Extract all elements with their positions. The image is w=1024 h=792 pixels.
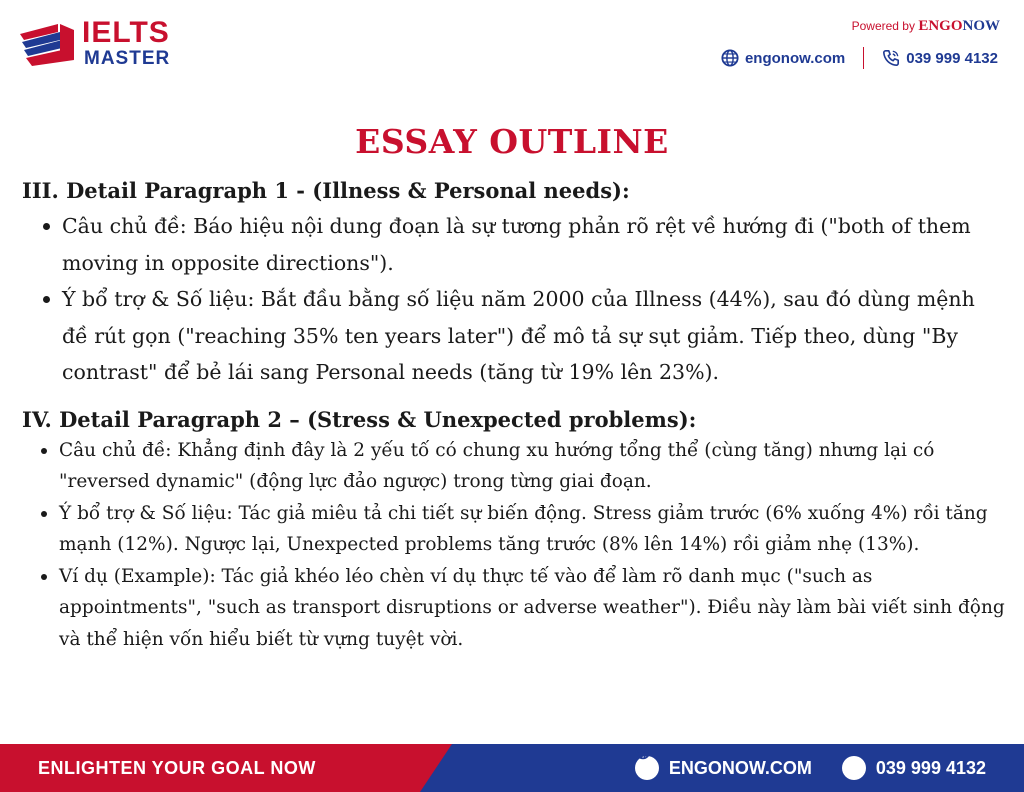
phone-icon — [842, 756, 866, 780]
list-item: Câu chủ đề: Khẳng định đây là 2 yếu tố có chung xu hướng tổng thể (cùng tăng) nhưng lại có "reversed dynamic" (động lực đảo ngược) trong từng giai đoạn. — [22, 435, 1007, 498]
ielts-master-logo[interactable] — [18, 14, 188, 74]
header-contacts — [721, 46, 998, 70]
logo-book-icon — [18, 20, 80, 68]
bullet-list — [22, 208, 1007, 391]
header-phone-link[interactable] — [882, 49, 998, 67]
powered-by — [852, 18, 1000, 35]
footer-website-link[interactable] — [635, 756, 812, 780]
footer-website-text: ENGONOW.COM — [668, 757, 812, 778]
essay-outline-content — [22, 176, 1007, 655]
header-divider — [863, 47, 864, 69]
powered-brand-now: NOW — [962, 18, 1000, 34]
footer-phone-text: 039 999 4132 — [875, 757, 986, 778]
list-item: Ý bổ trợ & Số liệu: Tác giả miêu tả chi tiết sự biến động. Stress giảm trước (6% xuống 4%) rồi tăng mạnh (12%). Ngược lại, Unexpected problems tăng trước (8% lên 14%) rồi giảm nhẹ (13%). — [22, 498, 1007, 561]
globe-icon — [721, 49, 739, 67]
footer-slogan: ENLIGHTEN YOUR GOAL NOW — [38, 758, 316, 778]
logo-text-master: MASTER — [84, 48, 171, 69]
footer-bar — [0, 744, 1024, 792]
phone-icon — [882, 49, 900, 67]
footer-phone-link[interactable] — [842, 756, 986, 780]
section-heading: III. Detail Paragraph 1 - (Illness & Personal needs): — [22, 178, 630, 203]
section-detail-paragraph-2 — [22, 405, 1007, 656]
powered-prefix: Powered by — [851, 19, 919, 33]
list-item: Ý bổ trợ & Số liệu: Bắt đầu bằng số liệu năm 2000 của Illness (44%), sau đó dùng mệnh đề rút gọn ("reaching 35% ten years later") để mô tả sự sụt giảm. Tiếp theo, dùng "By contrast" để bẻ lái sang Personal needs (tăng từ 19% lên 23%). — [22, 281, 1007, 391]
powered-brand-engo: ENGO — [918, 18, 963, 34]
footer-contacts — [635, 744, 986, 792]
logo-text-ielts: IELTS — [82, 16, 170, 49]
header-website-link[interactable] — [721, 49, 845, 67]
page-title: ESSAY OUTLINE — [355, 122, 669, 161]
globe-icon — [635, 756, 659, 780]
header — [0, 0, 1024, 96]
section-heading: IV. Detail Paragraph 2 – (Stress & Unexpected problems): — [22, 406, 697, 432]
list-item: Câu chủ đề: Báo hiệu nội dung đoạn là sự tương phản rõ rệt về hướng đi ("both of them moving in opposite directions"). — [22, 208, 1007, 281]
bullet-list — [22, 435, 1007, 656]
header-website-text: engonow.com — [744, 49, 846, 67]
section-detail-paragraph-1 — [22, 176, 1007, 391]
list-item: Ví dụ (Example): Tác giả khéo léo chèn ví dụ thực tế vào để làm rõ danh mục ("such as appointments", "such as transport disruptions or adverse weather"). Điều này làm bài viết sinh động và thể hiện vốn hiểu biết từ vựng tuyệt vời. — [22, 561, 1007, 656]
header-phone-text: 039 999 4132 — [906, 49, 998, 67]
